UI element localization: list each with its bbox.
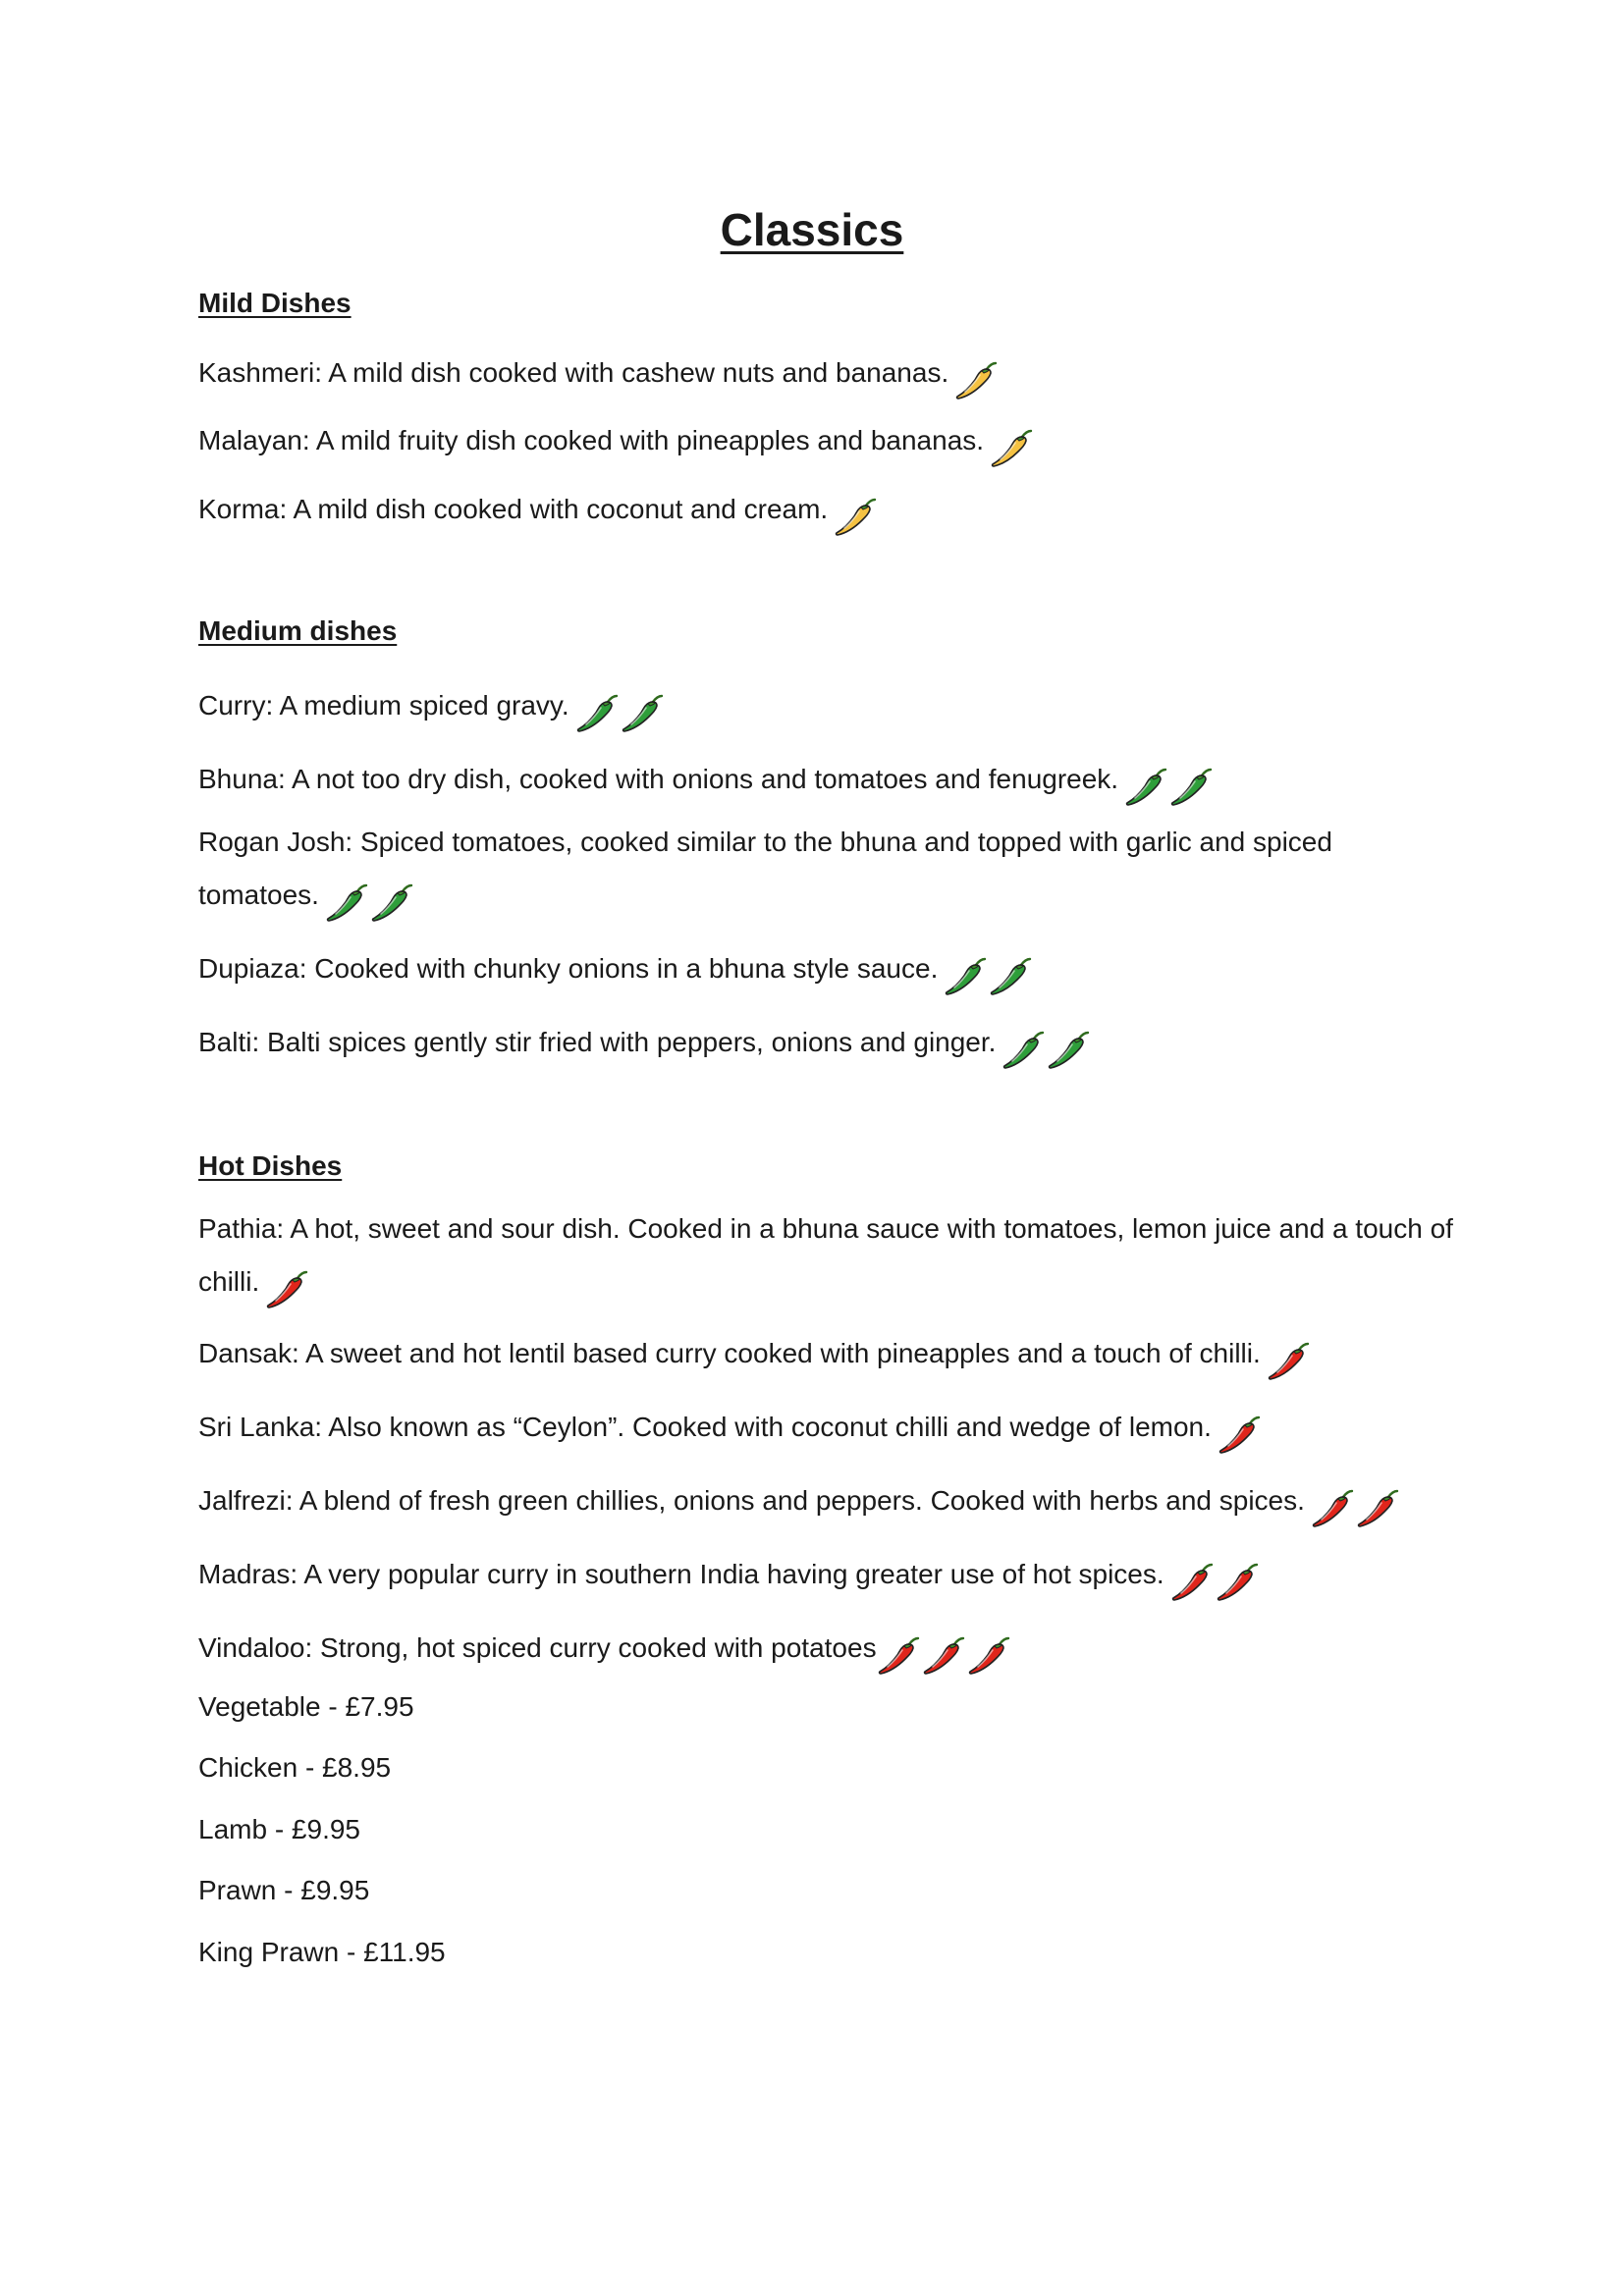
chilli-medium-icon bbox=[944, 956, 987, 997]
dish-text: Curry: A medium spiced gravy. bbox=[198, 690, 569, 721]
chilli-medium-icon bbox=[325, 882, 368, 924]
section-heading-medium: Medium dishes bbox=[198, 615, 398, 646]
chilli-hot-icon bbox=[1356, 1488, 1399, 1529]
chilli-rating bbox=[834, 489, 879, 542]
dish-text: Sri Lanka: Also known as “Ceylon”. Cooked with coconut chilli and wedge of lemon. bbox=[198, 1412, 1212, 1442]
dish-dupiaza bbox=[198, 942, 1455, 1001]
chilli-hot-icon bbox=[265, 1269, 308, 1310]
dish-text: Rogan Josh: Spiced tomatoes, cooked similar to the bhuna and topped with garlic and spiced tomatoes. bbox=[198, 827, 1332, 910]
dish-pathia bbox=[198, 1202, 1455, 1314]
chilli-rating bbox=[990, 420, 1035, 473]
price-lamb: Lamb - £9.95 bbox=[198, 1814, 360, 1844]
dish-text: Madras: A very popular curry in southern India having greater use of hot spices. bbox=[198, 1559, 1164, 1589]
dish-text: Dupiaza: Cooked with chunky onions in a bhuna style sauce. bbox=[198, 953, 939, 984]
chilli-medium-icon bbox=[575, 693, 619, 734]
price-prawn: Prawn - £9.95 bbox=[198, 1875, 370, 1905]
dish-vindaloo bbox=[198, 1622, 1455, 1681]
chilli-medium-icon bbox=[1169, 767, 1213, 808]
dish-sri-lanka bbox=[198, 1401, 1455, 1460]
chilli-hot-icon bbox=[967, 1635, 1010, 1677]
price-chicken: Chicken - £8.95 bbox=[198, 1752, 392, 1783]
chilli-rating bbox=[877, 1628, 1012, 1681]
chilli-medium-icon bbox=[1124, 767, 1167, 808]
chilli-hot-icon bbox=[1218, 1415, 1261, 1456]
chilli-rating bbox=[1218, 1407, 1263, 1460]
chilli-rating bbox=[954, 352, 1000, 405]
dish-text: Kashmeri: A mild dish cooked with cashew nuts and bananas. bbox=[198, 357, 949, 388]
chilli-mild-icon bbox=[834, 497, 877, 538]
chilli-hot-icon bbox=[1216, 1562, 1259, 1603]
section-heading-mild: Mild Dishes bbox=[198, 288, 352, 318]
chilli-medium-icon bbox=[1001, 1030, 1045, 1071]
chilli-rating bbox=[325, 875, 415, 928]
chilli-rating bbox=[1124, 759, 1215, 812]
chilli-mild-icon bbox=[990, 428, 1033, 469]
chilli-hot-icon bbox=[1170, 1562, 1214, 1603]
chilli-hot-icon bbox=[1267, 1341, 1310, 1382]
chilli-rating bbox=[1311, 1480, 1401, 1533]
dish-jalfrezi bbox=[198, 1474, 1455, 1533]
dish-korma bbox=[198, 483, 1455, 542]
dish-dansak bbox=[198, 1327, 1455, 1386]
chilli-rating bbox=[1170, 1554, 1261, 1607]
dish-text: Korma: A mild dish cooked with coconut and cream. bbox=[198, 494, 829, 524]
chilli-medium-icon bbox=[370, 882, 413, 924]
chilli-rating bbox=[944, 948, 1034, 1001]
dish-malayan bbox=[198, 414, 1455, 473]
chilli-medium-icon bbox=[989, 956, 1032, 997]
price-king-prawn: King Prawn - £11.95 bbox=[198, 1937, 446, 1967]
chilli-mild-icon bbox=[954, 360, 998, 401]
chilli-medium-icon bbox=[621, 693, 664, 734]
dish-text: Vindaloo: Strong, hot spiced curry cooked with potatoes bbox=[198, 1632, 877, 1663]
chilli-rating bbox=[575, 685, 666, 738]
dish-text: Malayan: A mild fruity dish cooked with pineapples and bananas. bbox=[198, 425, 985, 455]
dish-madras bbox=[198, 1548, 1455, 1607]
dish-balti bbox=[198, 1016, 1455, 1075]
chilli-rating bbox=[1001, 1022, 1092, 1075]
dish-text: Balti: Balti spices gently stir fried with peppers, onions and ginger. bbox=[198, 1027, 997, 1057]
dish-text: Bhuna: A not too dry dish, cooked with onions and tomatoes and fenugreek. bbox=[198, 764, 1119, 794]
section-heading-hot: Hot Dishes bbox=[198, 1150, 343, 1181]
chilli-rating bbox=[1267, 1333, 1312, 1386]
page-title: Classics bbox=[720, 204, 904, 255]
dish-kashmeri bbox=[198, 347, 1455, 405]
dish-text: Pathia: A hot, sweet and sour dish. Cooked in a bhuna sauce with tomatoes, lemon juice and a touch of chilli. bbox=[198, 1213, 1453, 1297]
dish-curry bbox=[198, 679, 1455, 738]
chilli-hot-icon bbox=[922, 1635, 965, 1677]
dish-bhuna bbox=[198, 753, 1455, 812]
price-vegetable: Vegetable - £7.95 bbox=[198, 1691, 414, 1722]
chilli-rating bbox=[265, 1261, 310, 1314]
chilli-medium-icon bbox=[1047, 1030, 1090, 1071]
dish-rogan-josh bbox=[198, 816, 1455, 928]
dish-text: Dansak: A sweet and hot lentil based curry cooked with pineapples and a touch of chilli. bbox=[198, 1338, 1261, 1368]
dish-text: Jalfrezi: A blend of fresh green chillies, onions and peppers. Cooked with herbs and spices. bbox=[198, 1485, 1305, 1516]
chilli-hot-icon bbox=[1311, 1488, 1354, 1529]
chilli-hot-icon bbox=[877, 1635, 920, 1677]
